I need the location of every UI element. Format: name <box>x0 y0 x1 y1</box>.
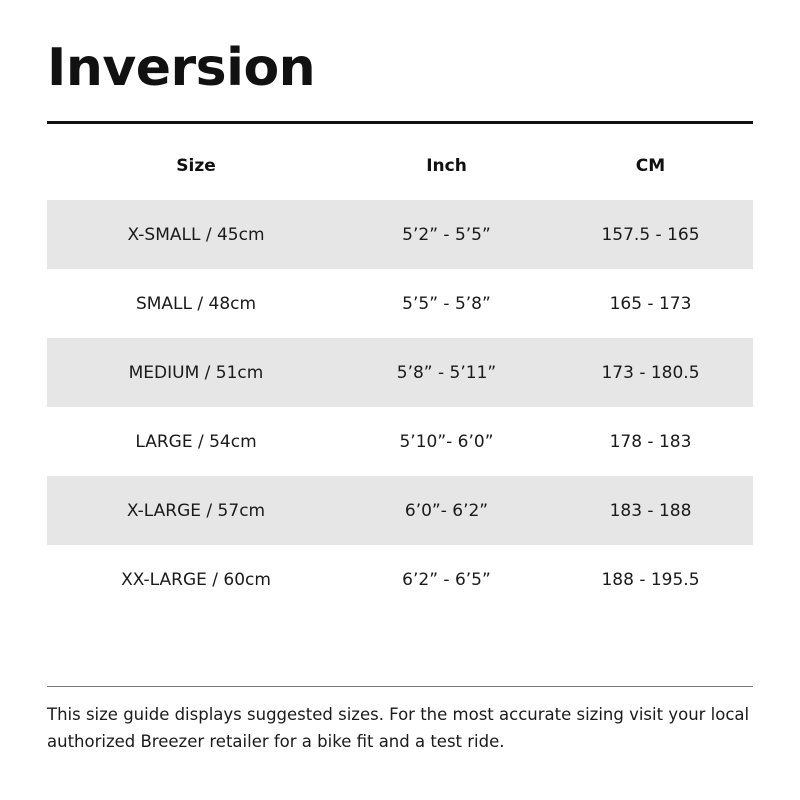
table-row <box>47 545 753 614</box>
size-cell: X-SMALL / 45cm <box>127 224 265 245</box>
inch-cell: 6’0”- 6’2” <box>404 500 489 521</box>
header-cm: CM <box>635 155 666 176</box>
header-inch: Inch <box>426 155 467 176</box>
cm-cell: 183 - 188 <box>609 500 692 521</box>
table-row <box>47 200 753 269</box>
cm-cell: 178 - 183 <box>609 431 692 452</box>
page-title: Inversion <box>47 38 316 98</box>
header-size: Size <box>176 155 216 176</box>
size-table <box>47 131 753 614</box>
cm-cell: 157.5 - 165 <box>601 224 700 245</box>
inch-cell: 6’2” - 6’5” <box>402 569 491 590</box>
size-cell: X-LARGE / 57cm <box>126 500 266 521</box>
table-row <box>47 407 753 476</box>
inch-cell: 5’2” - 5’5” <box>402 224 491 245</box>
cm-cell: 188 - 195.5 <box>601 569 700 590</box>
size-cell: XX-LARGE / 60cm <box>121 569 271 590</box>
size-cell: LARGE / 54cm <box>135 431 257 452</box>
table-row <box>47 269 753 338</box>
table-row <box>47 338 753 407</box>
inch-cell: 5’5” - 5’8” <box>402 293 491 314</box>
inch-cell: 5’8” - 5’11” <box>396 362 497 383</box>
inch-cell: 5’10”- 6’0” <box>399 431 494 452</box>
table-header-row <box>47 131 753 200</box>
table-row <box>47 476 753 545</box>
size-cell: SMALL / 48cm <box>135 293 257 314</box>
title-divider <box>47 121 753 124</box>
size-cell: MEDIUM / 51cm <box>128 362 264 383</box>
footnote-divider <box>47 686 753 687</box>
cm-cell: 165 - 173 <box>609 293 692 314</box>
cm-cell: 173 - 180.5 <box>601 362 700 383</box>
footnote-text: This size guide displays suggested sizes. For the most accurate sizing visit your local authorized Breezer retailer for a bike fit and a test ride. <box>47 705 750 751</box>
